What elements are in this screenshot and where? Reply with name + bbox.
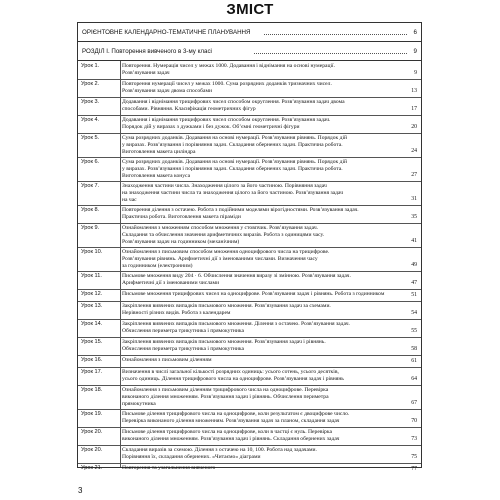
lesson-number: Урок 4. (81, 117, 100, 123)
section-row-page: 9 (413, 48, 417, 55)
lesson-row (78, 61, 421, 80)
lesson-number: Урок 19. (81, 411, 103, 417)
lesson-page: 17 (411, 106, 417, 112)
lesson-row (78, 409, 421, 428)
lesson-number: Урок 14. (81, 321, 103, 327)
lesson-number: Урок 9. (81, 225, 100, 231)
lesson-page: 55 (411, 328, 417, 334)
section-row (78, 42, 421, 61)
lesson-page: 61 (411, 358, 417, 364)
lesson-number: Урок 1. (81, 63, 100, 69)
lesson-number: Урок 15. (81, 339, 103, 345)
lesson-number: Урок 8. (81, 207, 100, 213)
lesson-description: Сума розрядних доданків. Додавання на основі нумерації. Розв’язування рівнянь. Порядок дій у виразах. Розв’язування і порівняння задач. Складання обернених задач. Практична робота. Виготовлення макета конуса (122, 159, 348, 179)
lesson-page: 41 (411, 238, 417, 244)
lesson-number: Урок 17. (81, 369, 103, 375)
lesson-row (78, 97, 421, 116)
lesson-description: Закріплення вивчених випадків письмового множення. Розв’язування задач і рівнянь. Обчислення периметра трикутника і прямокутника (122, 339, 326, 352)
lesson-row (78, 385, 421, 410)
lesson-number: Урок 3. (81, 99, 100, 105)
plan-row-title: ОРІЄНТОВНЕ КАЛЕНДАРНО-ТЕМАТИЧНЕ ПЛАНУВАННЯ (82, 29, 251, 36)
lesson-number: Урок 20. (81, 429, 103, 435)
lesson-row (78, 301, 421, 320)
lesson-description: Ознайомлення з письмовим діленням трицифрового числа на одноцифрове. Перевірка виконаного ділення множенням. Розв’язування задач і рівнянь. Обчислення периметра прямокутника (122, 387, 329, 407)
lesson-row (78, 223, 421, 248)
lesson-description: Сума розрядних доданків. Додавання на основі нумерації. Розв’язування рівнянь. Порядок дій у виразах. Розв’язування і порівняння задач. Складання обернених задач. Практична робота. Виготовлення макета циліндра (122, 135, 348, 155)
lesson-page: 13 (411, 88, 417, 94)
lesson-page: 73 (411, 436, 417, 442)
lesson-row (78, 463, 421, 475)
lesson-number: Урок 18. (81, 387, 103, 393)
lesson-description: Складання виразів за схемою. Ділення з остачею на 10, 100. Робота над задачами. Порівняння їх, складання обернених. «Читаємо» діаграми (122, 447, 317, 460)
lesson-description: Ознайомлення з множенням способом множення у стовпчик. Розв’язування задач. Складання та обчислення значення арифметичних виразів. Робота з одиницями часу. Розв’язування задач на годинником (механічним) (122, 225, 325, 245)
lesson-number: Урок 12. (81, 291, 103, 297)
plan-row (78, 23, 421, 42)
lesson-description: Закріплення вивчених випадків письмового множення. Ділення з остачею. Розв’язування задач. Обчислення периметра трикутника і прямокутника (122, 321, 350, 334)
lesson-description: Повторення ділення з остачею. Робота з подійними моделями вірогідностями. Розв’язування задач. Практична робота. Виготовлення макета піраміди (122, 207, 359, 220)
lesson-description: Додавання і віднімання трицифрових чисел способом округлення. Розв’язування задач. Порядок дій у виразах з дужками і без дужок. Об’ємні геометричні фігури (122, 117, 331, 130)
lesson-number: Урок 11. (81, 273, 102, 279)
lesson-list (78, 61, 421, 472)
lesson-number: Урок 7. (81, 183, 100, 189)
lesson-description: Письмове ділення трицифрового числа на одноцифрове, коли в частці є нуль. Перевірка виконаного ділення множенням. Розв’язування задач і рівнянь. Складання обернених задач (122, 429, 340, 442)
contents-table (77, 22, 422, 472)
lesson-page: 75 (411, 454, 417, 460)
lesson-page: 47 (411, 280, 417, 286)
dot-leader (254, 48, 407, 54)
lesson-description: Повторення. Нумерація чисел у межах 1000. Додавання і віднімання на основі нумерації. Розв’язування задач (122, 63, 335, 76)
lesson-row (78, 133, 421, 158)
lesson-number: Урок 5. (81, 135, 100, 141)
lesson-page: 51 (411, 292, 417, 298)
lesson-description: Визначення в числі загальної кількості розрядних одиниць: усього сотень, усього десятків, усього одиниць. Ділення трицифрового числа на одноцифрове. Розв’язування задач і рівнянь (122, 369, 344, 382)
lesson-page: 9 (414, 70, 417, 76)
lesson-description: Повторення та узагальнення вивченого (122, 465, 216, 471)
lesson-page: 27 (411, 172, 417, 178)
lesson-number: Урок 20. (81, 447, 103, 453)
lesson-number: Урок 21. (81, 465, 103, 471)
lesson-row (78, 337, 421, 356)
lesson-row (78, 205, 421, 224)
page-title: ЗМІСТ (226, 1, 274, 18)
lesson-description: Ознайомлення з письмовим діленням (122, 357, 212, 363)
lesson-number: Урок 10. (81, 249, 103, 255)
lesson-page: 20 (411, 124, 417, 130)
lesson-row (78, 271, 421, 290)
lesson-row (78, 181, 421, 206)
lesson-description: Знаходження частини числа. Знаходження цілого за його частиною. Порівняння задач на знаходження частини числа та знаходження цілого за його частиною. Розв’язування задач на час (122, 183, 344, 203)
lesson-row (78, 319, 421, 338)
lesson-description: Письмове множення трицифрових чисел на одноцифрове. Розв’язування задач і рівнянь. Робота з годинником (122, 291, 385, 297)
lesson-page: 67 (411, 400, 417, 406)
page-number: 3 (78, 486, 83, 495)
lesson-row (78, 427, 421, 446)
lesson-page: 49 (411, 262, 417, 268)
lesson-page: 77 (411, 466, 417, 472)
lesson-description: Закріплення вивчених випадків письмового множення. Розв’язування задач за схемами. Нерівності різних видів. Робота з календарем (122, 303, 331, 316)
lesson-number: Урок 13. (81, 303, 103, 309)
lesson-description: Додавання і віднімання трицифрових чисел способом округлення. Розв’язування задач двома способами. Рівняння. Класифікація геометричних фігур (122, 99, 345, 112)
lesson-page: 54 (411, 310, 417, 316)
lesson-row (78, 157, 421, 182)
lesson-description: Ознайомлення з письмовим способом множення одноцифрового числа на трицифрове. Розв’язування рівнянь. Арифметичні дії з іменованими числами. Визначення часу за годинником (електронним) (122, 249, 330, 269)
lesson-number: Урок 2. (81, 81, 100, 87)
lesson-page: 31 (411, 196, 417, 202)
lesson-row (78, 115, 421, 134)
lesson-page: 35 (411, 214, 417, 220)
lesson-page: 58 (411, 346, 417, 352)
lesson-description: Повторення нумерації чисел у межах 1000. Сума розрядних доданків тризначних чисел. Розв’язування задач двома способами (122, 81, 332, 94)
lesson-description: Письмове ділення трицифрового числа на одноцифрове, коли результатом є двоцифрове число. Перевірка виконаного ділення множенням. Розв’язування задач за планом, складання задач (122, 411, 350, 424)
lesson-description: Письмове множення виду 204 · 6. Обчислення значення виразу зі змінною. Розв’язування задач. Арифметичні дії з іменованими числами (122, 273, 351, 286)
plan-row-page: 6 (413, 29, 417, 36)
lesson-number: Урок 6. (81, 159, 100, 165)
lesson-page: 70 (411, 418, 417, 424)
lesson-row (78, 367, 421, 386)
lesson-number: Урок 16. (81, 357, 103, 363)
dot-leader (264, 29, 407, 35)
lesson-page: 24 (411, 148, 417, 154)
lesson-row (78, 445, 421, 464)
lesson-page: 64 (411, 376, 417, 382)
lesson-row (78, 247, 421, 272)
lesson-row (78, 79, 421, 98)
section-row-title: РОЗДІЛ І. Повторення вивченого в 3-му класі (82, 48, 212, 55)
